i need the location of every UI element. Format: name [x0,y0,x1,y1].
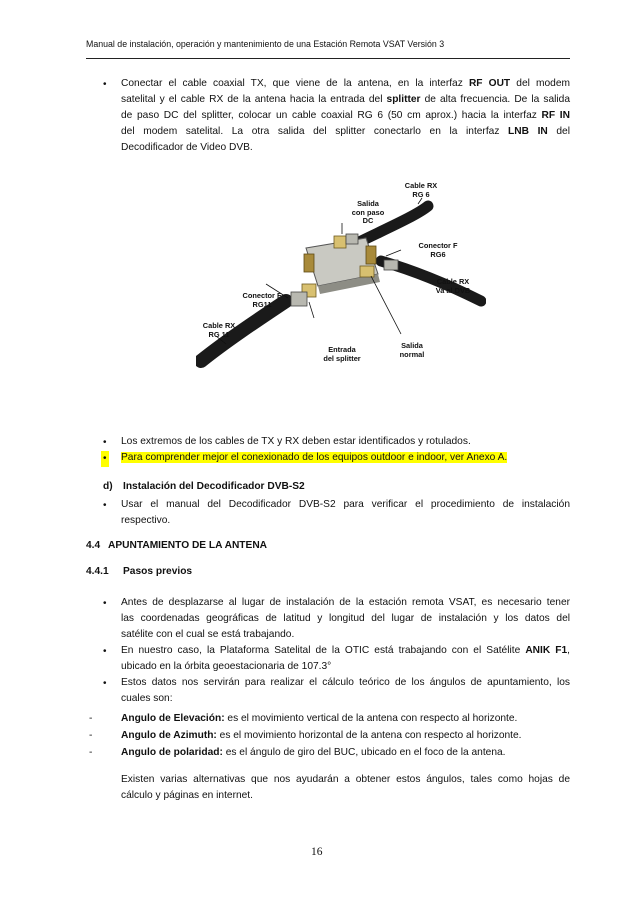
running-header: Manual de instalación, operación y mantenimiento de una Estación Remota VSAT Versión 3 [86,39,445,49]
bullet-icon: • [101,451,109,467]
section-d-letter: d) [103,481,113,492]
bullet-icon: • [103,598,107,609]
bullet-angle-calculation: Estos datos nos servirán para realizar el cálculo teórico de los ángulos de apuntamiento, los cuales son: [121,677,570,704]
angle-elevation: Angulo de Elevación: es el movimiento vertical de la antena con respecto al horizonte. [121,713,518,724]
section-4-4-1-title: Pasos previos [123,566,193,577]
bullet-satellite: En nuestro caso, la Plataforma Satelital de la OTIC está trabajando con el Satélite ANIK F1, ubicado en la órbita geoestacionaria de 107.3° [121,645,570,672]
label-salida-paso-dc: Salida con paso DC [351,199,385,225]
label-cable-rx-rg6: Cable RX RG 6 [404,181,438,199]
bullet-coordinates: Antes de desplazarse al lugar de instalación de la estación remota VSAT, es necesario tener las coordenadas geográficas de latitud y longitud del lugar de instalación y los datos del satélite con el cual se está trabajando. [121,597,570,640]
label-conector-f-rg11: Conector F RG11 [242,291,282,309]
bullet-annex-reference: Para comprender mejor el conexionado de los equipos outdoor e indoor, ver Anexo A. [121,452,508,463]
angle-polarity: Angulo de polaridad: es el ángulo de giro del BUC, ubicado en el foco de la antena. [121,747,506,758]
label-salida-normal: Salida normal [399,341,425,359]
bullet-icon: • [103,678,107,689]
splitter-photo [196,176,486,402]
section-4-4-number: 4.4 [86,540,101,551]
closing-paragraph: Existen varias alternativas que nos ayudarán a obtener estos ángulos, tales como hojas de cálculo y páginas en internet. [121,774,570,801]
dash-marker: - [89,713,93,724]
section-d-title: Instalación del Decodificador DVB-S2 [123,481,305,492]
page-number: 16 [311,846,323,858]
dash-marker: - [89,747,93,758]
label-cable-rx-rg11: Cable RX RG 11 [202,321,236,339]
label-cable-rx-dvb: Cable RX Va al DVB [435,277,471,295]
label-entrada-splitter: Entrada del splitter [323,345,361,363]
bullet-icon: • [103,646,107,657]
bullet-cables-labeled: Los extremos de los cables de TX y RX deben estar identificados y rotulados. [121,436,471,447]
section-4-4-title: APUNTAMIENTO DE LA ANTENA [108,540,268,551]
bullet-icon: • [103,437,107,448]
label-conector-f-rg6: Conector F RG6 [418,241,458,259]
angle-azimuth: Angulo de Azimuth: es el movimiento horizontal de la antena con respecto al horizonte. [121,730,522,741]
dash-marker: - [89,730,93,741]
bullet-icon: • [103,79,107,90]
section-4-4-1-number: 4.4.1 [86,566,109,577]
bullet-paragraph-connection: Conectar el cable coaxial TX, que viene de la antena, en la interfaz RF OUT del modem satelital y el cable RX de la antena hacia la entrada del splitter de alta frecuencia. De la salida de paso DC del splitter, colocar un cable coaxial RG 6 (50 cm aprox.) hacia la interfaz RF IN del modem satelital. La otra salida del splitter conectarlo en la interfaz LNB IN del Decodificador de Video DVB. [121,78,570,153]
bullet-dvb-manual: Usar el manual del Decodificador DVB-S2 para verificar el procedimiento de instalación respectivo. [121,499,570,526]
bullet-icon: • [103,500,107,511]
header-rule [86,58,570,59]
